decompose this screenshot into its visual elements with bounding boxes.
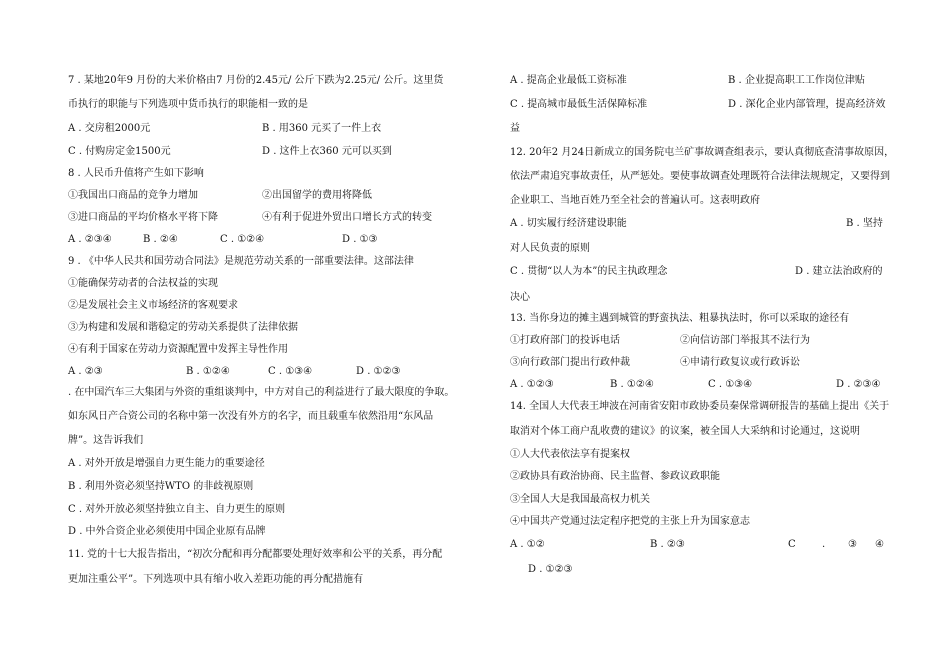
q14-option-d: D . ①②③ (528, 564, 573, 575)
q13-option-a: A . ①②③ (510, 379, 554, 390)
q11-option-c: C . 提高城市最低生活保障标准 (510, 99, 648, 110)
q14-statement-4: ④中国共产党通过法定程序把党的主张上升为国家意志 (510, 516, 750, 527)
q7-option-c: C . 付购房定金1500元 (68, 146, 171, 157)
q8-statement-1: ①我国出口商品的竞争力增加 (68, 190, 198, 201)
q8-statement-2: ②出国留学的费用将降低 (262, 190, 372, 201)
q13-option-d: D . ②③④ (836, 379, 881, 390)
q9-option-b: B . ①②④ (186, 366, 230, 377)
q9-statement-3: ③为构建和发展和谐稳定的劳动关系提供了法律依据 (68, 322, 298, 333)
q13-option-c: C . ①③④ (708, 379, 753, 390)
q11-option-a: A . 提高企业最低工资标准 (510, 75, 627, 86)
q12-stem-line2: 依法严肃追究事故责任，从严惩处。要使事故调查处理既符合法律法规规定，又要得到 (510, 171, 890, 182)
q14-option-a: A . ①② (510, 539, 545, 550)
q13-statement-4: ④申请行政复议或行政诉讼 (680, 357, 800, 368)
q9-option-d: D . ①②③ (356, 366, 401, 377)
q14-statement-3: ③全国人大是我国最高权力机关 (510, 494, 650, 505)
q14-stem-line2: 取消对个体工商户乱收费的建议》的议案，被全国人大采纳和讨论通过，这说明 (510, 426, 860, 437)
q10-option-c: C . 对外开放必须坚持独立自主、自力更生的原则 (68, 504, 286, 515)
q14-option-c-letter: C (788, 539, 796, 550)
q8-stem: 8 . 人民币升值将产生如下影响 (68, 168, 204, 179)
q10-option-d: D . 中外合资企业必须使用中国企业原有品牌 (68, 526, 266, 537)
q10-stem-line3: 牌”。这告诉我们 (68, 435, 144, 446)
q11-option-d: D . 深化企业内部管理，提高经济效 (728, 99, 886, 110)
q12-option-b: B . 坚持 (846, 218, 883, 229)
q12-stem-line1: 12. 20年2 月24日新成立的国务院屯兰矿事故调查组表示，要认真彻底查清事故原因， (510, 147, 895, 158)
q13-statement-3: ③向行政部门提出行政仲裁 (510, 357, 630, 368)
q8-option-c: C . ①②④ (220, 234, 265, 245)
q11-option-b: B . 企业提高职工工作岗位津贴 (728, 75, 865, 86)
q14-statement-1: ①人大代表依法享有提案权 (510, 449, 630, 460)
q11-stem-line2: 更加注重公平”。下列选项中具有缩小收入差距功能的再分配措施有 (68, 574, 364, 585)
q7-stem-line2: 币执行的职能与下列选项中货币执行的职能相一致的是 (68, 99, 308, 110)
q14-option-c-choice1: ③ (848, 539, 857, 550)
q12-option-d-continued: 决心 (510, 292, 530, 303)
q8-statement-4: ④有利于促进外贸出口增长方式的转变 (262, 212, 432, 223)
q7-option-a: A . 交房租2000元 (68, 123, 151, 134)
q8-statement-3: ③进口商品的平均价格水平将下降 (68, 212, 218, 223)
q12-option-a: A . 切实履行经济建设职能 (510, 218, 627, 229)
q9-statement-2: ②是发展社会主义市场经济的客观要求 (68, 300, 238, 311)
q9-option-a: A . ②③ (68, 366, 103, 377)
q8-option-d: D . ①③ (342, 234, 378, 245)
q9-statement-4: ④有利于国家在劳动力资源配置中发挥主导性作用 (68, 344, 288, 355)
q11-option-d-continued: 益 (510, 123, 520, 134)
q14-option-b: B . ②③ (650, 539, 685, 550)
q10-option-b: B . 利用外资必须坚持WTO 的非歧视原则 (68, 481, 254, 492)
q13-stem: 13. 当你身边的摊主遇到城管的野蛮执法、粗暴执法时，你可以采取的途径有 (510, 313, 850, 324)
q14-option-c-choice2: ④ (875, 539, 884, 550)
q12-option-d: D . 建立法治政府的 (795, 266, 883, 277)
q10-option-a: A . 对外开放是增强自力更生能力的重要途径 (68, 458, 265, 469)
q10-stem-line2: 如东风日产合资公司的名称中第一次没有外方的名字，而且载重车依然沿用“东风品 (68, 411, 434, 422)
q14-option-c-dot: . (822, 539, 826, 550)
q9-option-c: C . ①③④ (268, 366, 313, 377)
q12-option-b-continued: 对人民负责的原则 (510, 243, 590, 254)
q7-stem-line1: 7 . 某地20年9 月份的大米价格由7 月份的2.45元/ 公斤下跌为2.25元/ 公斤。这里货 (68, 75, 444, 86)
q14-stem-line1: 14. 全国人大代表王坤波在河南省安阳市政协委员秦保常调研报告的基础上提出《关于 (510, 401, 890, 412)
q9-statement-1: ①能确保劳动者的合法权益的实现 (68, 278, 218, 289)
q13-statement-1: ①打政府部门的投诉电话 (510, 335, 620, 346)
q13-statement-2: ②向信访部门举报其不法行为 (680, 335, 810, 346)
q7-option-d: D . 这件上衣360 元可以买到 (262, 146, 392, 157)
q9-stem: 9 . 《中华人民共和国劳动合同法》是规范劳动关系的一部重要法律。这部法律 (68, 256, 414, 267)
q14-statement-2: ②政协具有政治协商、民主监督、参政议政职能 (510, 471, 720, 482)
q13-option-b: B . ①②④ (610, 379, 654, 390)
q7-option-b: B . 用360 元买了一件上衣 (262, 123, 382, 134)
q8-option-a: A . ②③④ (68, 234, 112, 245)
q12-option-c: C . 贯彻“以人为本”的民主执政理念 (510, 266, 668, 277)
q11-stem-line1: 11. 党的十七大报告指出，“初次分配和再分配都要处理好效率和公平的关系，再分配 (68, 549, 443, 560)
q12-stem-line3: 企业职工、当地百姓乃至全社会的普遍认可。这表明政府 (510, 195, 760, 206)
q8-option-b: B . ②④ (143, 234, 178, 245)
q10-stem-line1: . 在中国汽车三大集团与外资的重组谈判中，中方对自己的利益进行了最大限度的争取。 (68, 387, 455, 398)
